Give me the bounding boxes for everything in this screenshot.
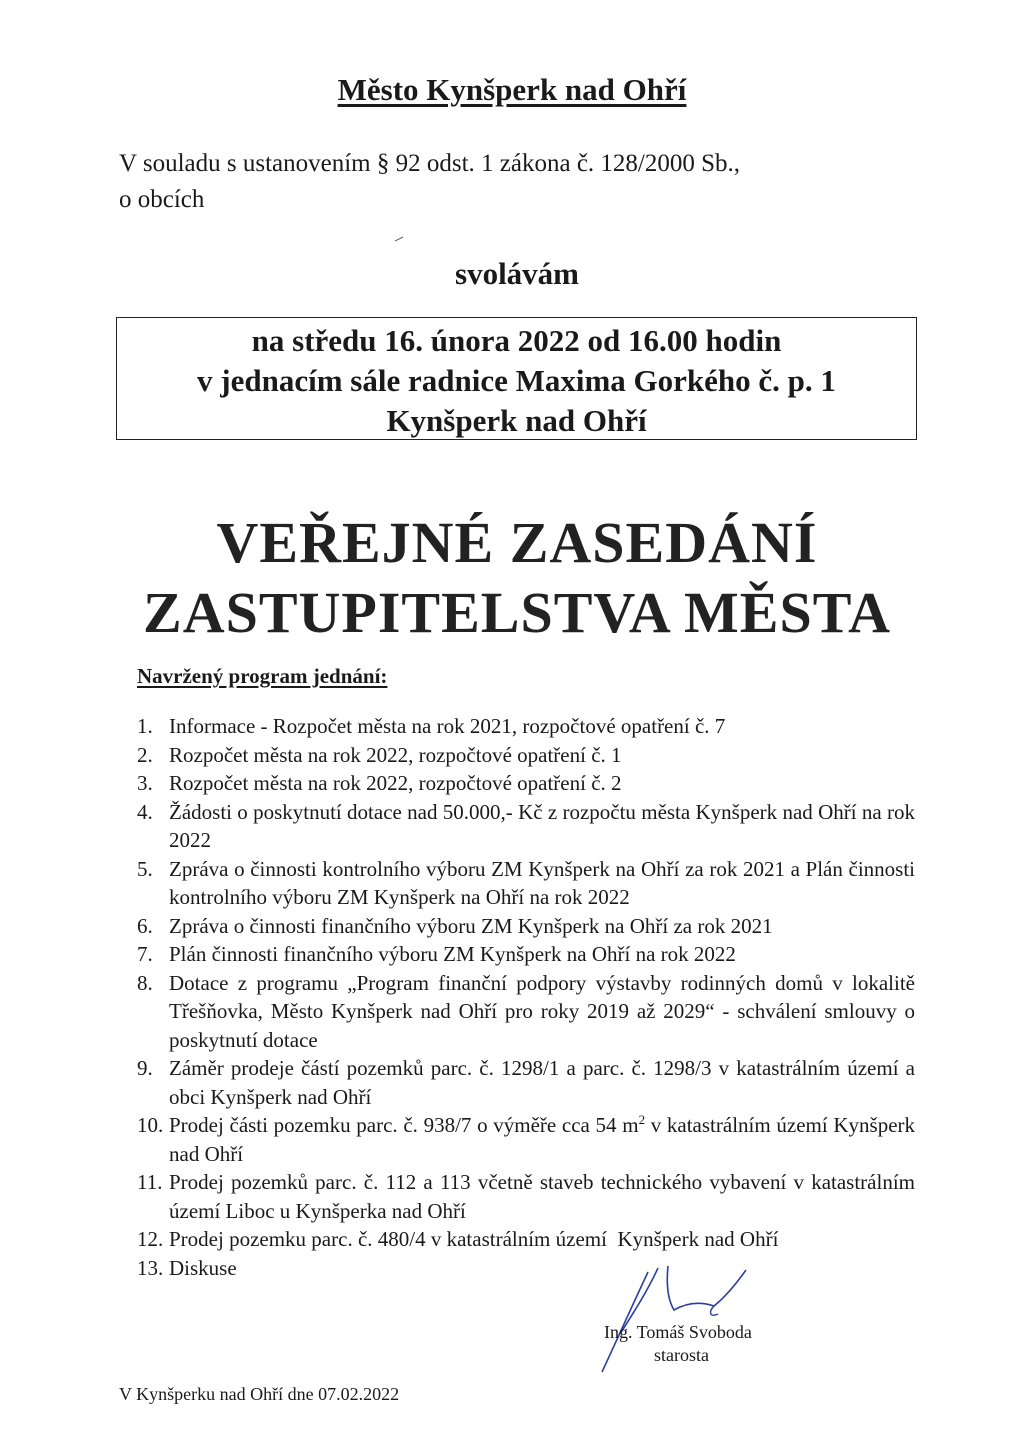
- agenda-item-number: 6.: [137, 913, 153, 938]
- signatory-role: starosta: [654, 1345, 709, 1365]
- agenda-item: [137, 940, 915, 969]
- agenda-item: [137, 741, 915, 770]
- agenda-item-text-part: Prodej části pozemku parc. č. 938/7 o výměře cca 54 m: [169, 1113, 639, 1137]
- agenda-item-number: 4.: [137, 799, 153, 824]
- legal-basis-line-1: V souladu s ustanovením § 92 odst. 1 zákona č. 128/2000 Sb.,: [119, 150, 741, 177]
- agenda-item-number: 10.: [137, 1113, 164, 1137]
- agenda-item: [137, 912, 915, 941]
- agenda-item-number: 1.: [137, 714, 153, 738]
- main-heading-line-1: VEŘEJNÉ ZASEDÁNÍ: [216, 510, 818, 575]
- agenda-item-text: Záměr prodeje částí pozemků parc. č. 1298/1 a parc. č. 1298/3 v katastrálním území a obci Kynšperk nad Ohří: [169, 1056, 915, 1109]
- agenda-item: [137, 712, 915, 741]
- agenda-item-text: Plán činnosti finančního výboru ZM Kynšperk na Ohří na rok 2022: [169, 942, 736, 966]
- agenda-item-number: 7.: [137, 942, 153, 966]
- agenda-item: [137, 1254, 915, 1283]
- agenda-item-number: 8.: [137, 970, 153, 995]
- agenda-item: [137, 855, 915, 912]
- meeting-venue: v jednacím sále radnice Maxima Gorkého č. p. 1: [197, 363, 836, 398]
- agenda-item: [137, 969, 915, 1055]
- agenda-item-number: 5.: [137, 856, 153, 881]
- agenda-item: [137, 1225, 915, 1254]
- legal-basis-line-2: o obcích: [119, 186, 205, 213]
- agenda-item: [137, 769, 915, 798]
- agenda-item-number: 13.: [137, 1255, 164, 1280]
- signatory-name: Ing. Tomáš Svoboda: [604, 1322, 752, 1342]
- place-and-date: V Kynšperku nad Ohří dne 07.02.2022: [119, 1384, 400, 1404]
- agenda-item-text: Diskuse: [169, 1255, 237, 1280]
- agenda-item-text-part: v katastrálním území Kynšperk nad Ohří: [169, 1113, 916, 1166]
- main-heading: [0, 508, 1024, 648]
- agenda-list: [137, 712, 915, 1282]
- agenda-item: [137, 1054, 915, 1111]
- agenda-item-text: Žádosti o poskytnutí dotace nad 50.000,- Kč z rozpočtu města Kynšperk nad Ohří na rok 2022: [169, 799, 915, 852]
- agenda-item-number: 2.: [137, 742, 153, 767]
- agenda-item-text: Zpráva o činnosti finančního výboru ZM Kynšperk na Ohří za rok 2021: [169, 913, 773, 938]
- agenda-item-number: 9.: [137, 1056, 153, 1080]
- meeting-date-time: na středu 16. února 2022 od 16.00 hodin: [251, 323, 782, 358]
- agenda-item-text: Informace - Rozpočet města na rok 2021, rozpočtové opatření č. 7: [169, 714, 726, 738]
- scan-speck: [394, 236, 404, 242]
- agenda-item-text: [169, 1111, 915, 1168]
- agenda-item-number: 11.: [137, 1170, 163, 1194]
- agenda-item-text: Prodej pozemků parc. č. 112 a 113 včetně staveb technického vybavení v katastrálním území Liboc u Kynšperka nad Ohří: [169, 1170, 915, 1223]
- agenda-item: [137, 1168, 915, 1225]
- superscript-2: 2: [638, 1112, 646, 1127]
- agenda-item-text: Rozpočet města na rok 2022, rozpočtové opatření č. 2: [169, 771, 622, 795]
- agenda-item-text: Dotace z programu „Program finanční podpory výstavby rodinných domů v lokalitě Třešňovka, Město Kynšperk nad Ohří pro roky 2019 až 2029“ - schválení smlouvy o poskytnutí dotace: [169, 970, 915, 1052]
- document-title: Město Kynšperk nad Ohří: [337, 72, 687, 107]
- legal-basis: [119, 146, 919, 218]
- agenda-item: [137, 1111, 915, 1168]
- main-heading-line-2: ZASTUPITELSTVA MĚSTA: [143, 580, 891, 645]
- meeting-details-box: [116, 317, 917, 440]
- agenda-item-text: Zpráva o činnosti kontrolního výboru ZM Kynšperk na Ohří za rok 2021 a Plán činnosti kontrolního výboru ZM Kynšperk na Ohří na rok 2022: [169, 856, 915, 909]
- agenda-item-text: Prodej pozemku parc. č. 480/4 v katastrálním území Kynšperk nad Ohří: [169, 1227, 779, 1251]
- agenda-item: [137, 798, 915, 855]
- convene-word: svolávám: [455, 256, 579, 291]
- agenda-item-text: Rozpočet města na rok 2022, rozpočtové opatření č. 1: [169, 742, 622, 767]
- program-title: Navržený program jednání:: [137, 664, 388, 688]
- agenda-item-number: 12.: [137, 1227, 164, 1251]
- agenda-item-number: 3.: [137, 771, 153, 795]
- meeting-town: Kynšperk nad Ohří: [386, 403, 647, 438]
